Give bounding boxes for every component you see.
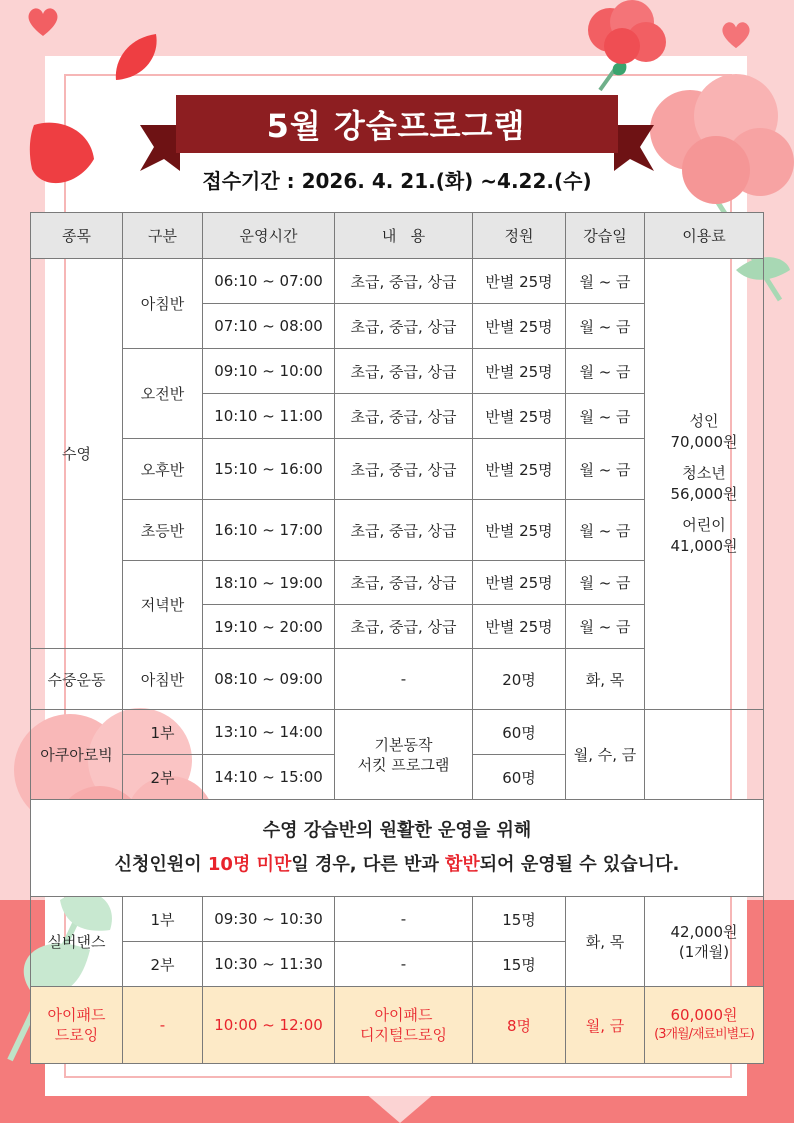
sport-cell: 아쿠아로빅: [31, 710, 123, 800]
time-cell: 10:30 ~ 11:30: [203, 942, 335, 987]
petal-icon: [28, 115, 100, 195]
capacity-cell: 15명: [473, 897, 566, 942]
page-title: 5월 강습프로그램: [266, 107, 526, 145]
heart-icon: [720, 20, 752, 50]
time-cell: 19:10 ~ 20:00: [203, 605, 335, 649]
notice-line: 수영 강습반의 원활한 운영을 위해: [262, 820, 532, 841]
notice-highlight: 10명 미만: [207, 854, 292, 875]
time-cell: 08:10 ~ 09:00: [203, 649, 335, 710]
content-cell: -: [335, 649, 473, 710]
days-cell: 월 ~ 금: [566, 304, 645, 349]
notice-line: [31, 848, 763, 882]
swim-fee-cell: [645, 259, 764, 710]
group-cell: 아침반: [123, 259, 203, 349]
days-cell: 월, 수, 금: [566, 710, 645, 800]
table-row: [31, 710, 764, 755]
content-cell: 아이패드 디지털드로잉: [335, 987, 473, 1064]
sport-cell: 수영: [31, 259, 123, 649]
content-cell: 초급, 중급, 상급: [335, 304, 473, 349]
content-cell: 초급, 중급, 상급: [335, 439, 473, 500]
fee-label: 청소년: [682, 464, 726, 482]
table-header-row: [31, 213, 764, 259]
fee-cell: 42,000원 (1개월): [645, 897, 764, 987]
notice-text: 일 경우, 다른 반과: [291, 854, 445, 875]
fee-label: 성인: [689, 412, 719, 430]
petal-icon: [108, 30, 164, 86]
fee-value: 56,000원: [670, 485, 738, 503]
capacity-cell: 반별 25명: [473, 500, 566, 561]
content-cell: 초급, 중급, 상급: [335, 500, 473, 561]
time-cell: 10:10 ~ 11:00: [203, 394, 335, 439]
time-cell: 15:10 ~ 16:00: [203, 439, 335, 500]
fee-cell: [645, 987, 764, 1064]
capacity-cell: 반별 25명: [473, 561, 566, 605]
part-cell: -: [123, 987, 203, 1064]
part-cell: 1부: [123, 710, 203, 755]
content-cell: 초급, 중급, 상급: [335, 561, 473, 605]
days-cell: 월 ~ 금: [566, 394, 645, 439]
header-cell: 이용료: [645, 213, 764, 259]
notice-row: [31, 800, 764, 897]
registration-period: 접수기간 : 2026. 4. 21.(화) ~4.22.(수): [202, 169, 592, 193]
table-row-highlight: [31, 987, 764, 1064]
time-cell: 06:10 ~ 07:00: [203, 259, 335, 304]
notice-text: 신청인원이: [114, 854, 208, 875]
table-row: [31, 897, 764, 942]
sport-cell: 수중운동: [31, 649, 123, 710]
group-cell: 저녁반: [123, 561, 203, 649]
fee-value: 60,000원: [670, 1006, 738, 1024]
sport-cell: 실버댄스: [31, 897, 123, 987]
capacity-cell: 반별 25명: [473, 349, 566, 394]
time-cell: 18:10 ~ 19:00: [203, 561, 335, 605]
days-cell: 화, 목: [566, 649, 645, 710]
days-cell: 월 ~ 금: [566, 561, 645, 605]
days-cell: 화, 목: [566, 897, 645, 987]
group-cell: 오후반: [123, 439, 203, 500]
time-cell: 13:10 ~ 14:00: [203, 710, 335, 755]
capacity-cell: 반별 25명: [473, 605, 566, 649]
content-cell: 초급, 중급, 상급: [335, 394, 473, 439]
header-cell: 내 용: [335, 213, 473, 259]
capacity-cell: 20명: [473, 649, 566, 710]
fee-note: (3개월/재료비별도): [654, 1027, 754, 1042]
capacity-cell: 8명: [473, 987, 566, 1064]
header-cell: 강습일: [566, 213, 645, 259]
time-cell: 09:30 ~ 10:30: [203, 897, 335, 942]
capacity-cell: 60명: [473, 710, 566, 755]
fee-label: 어린이: [682, 516, 726, 534]
content-cell: -: [335, 897, 473, 942]
capacity-cell: 반별 25명: [473, 304, 566, 349]
content-cell: 초급, 중급, 상급: [335, 349, 473, 394]
group-cell: 초등반: [123, 500, 203, 561]
part-cell: 1부: [123, 897, 203, 942]
table-row: [31, 259, 764, 304]
days-cell: 월 ~ 금: [566, 500, 645, 561]
group-cell: 아침반: [123, 649, 203, 710]
days-cell: 월 ~ 금: [566, 259, 645, 304]
part-cell: 2부: [123, 942, 203, 987]
part-cell: 2부: [123, 755, 203, 800]
capacity-cell: 반별 25명: [473, 259, 566, 304]
time-cell: 07:10 ~ 08:00: [203, 304, 335, 349]
program-table: [30, 212, 764, 1064]
days-cell: 월 ~ 금: [566, 605, 645, 649]
notice-cell: [31, 800, 764, 897]
content-cell: 초급, 중급, 상급: [335, 605, 473, 649]
sport-cell: 아이패드 드로잉: [31, 987, 123, 1064]
header-cell: 운영시간: [203, 213, 335, 259]
group-cell: 오전반: [123, 349, 203, 439]
time-cell: 16:10 ~ 17:00: [203, 500, 335, 561]
fee-value: 41,000원: [670, 537, 738, 555]
days-cell: 월 ~ 금: [566, 349, 645, 394]
capacity-cell: 15명: [473, 942, 566, 987]
time-cell: 09:10 ~ 10:00: [203, 349, 335, 394]
days-cell: 월 ~ 금: [566, 439, 645, 500]
content-cell: -: [335, 942, 473, 987]
content-cell: 초급, 중급, 상급: [335, 259, 473, 304]
notice-text: 되어 운영될 수 있습니다.: [479, 854, 680, 875]
header-cell: 구분: [123, 213, 203, 259]
fee-value: 70,000원: [670, 433, 738, 451]
header-cell: 정원: [473, 213, 566, 259]
heart-icon: [26, 6, 60, 38]
time-cell: 14:10 ~ 15:00: [203, 755, 335, 800]
notice-highlight: 합반: [445, 854, 480, 875]
days-cell: 월, 금: [566, 987, 645, 1064]
empty-fee-cell: [645, 710, 764, 800]
header-cell: 종목: [31, 213, 123, 259]
capacity-cell: 반별 25명: [473, 439, 566, 500]
content-cell: 기본동작 서킷 프로그램: [335, 710, 473, 800]
capacity-cell: 반별 25명: [473, 394, 566, 439]
time-cell: 10:00 ~ 12:00: [203, 987, 335, 1064]
capacity-cell: 60명: [473, 755, 566, 800]
